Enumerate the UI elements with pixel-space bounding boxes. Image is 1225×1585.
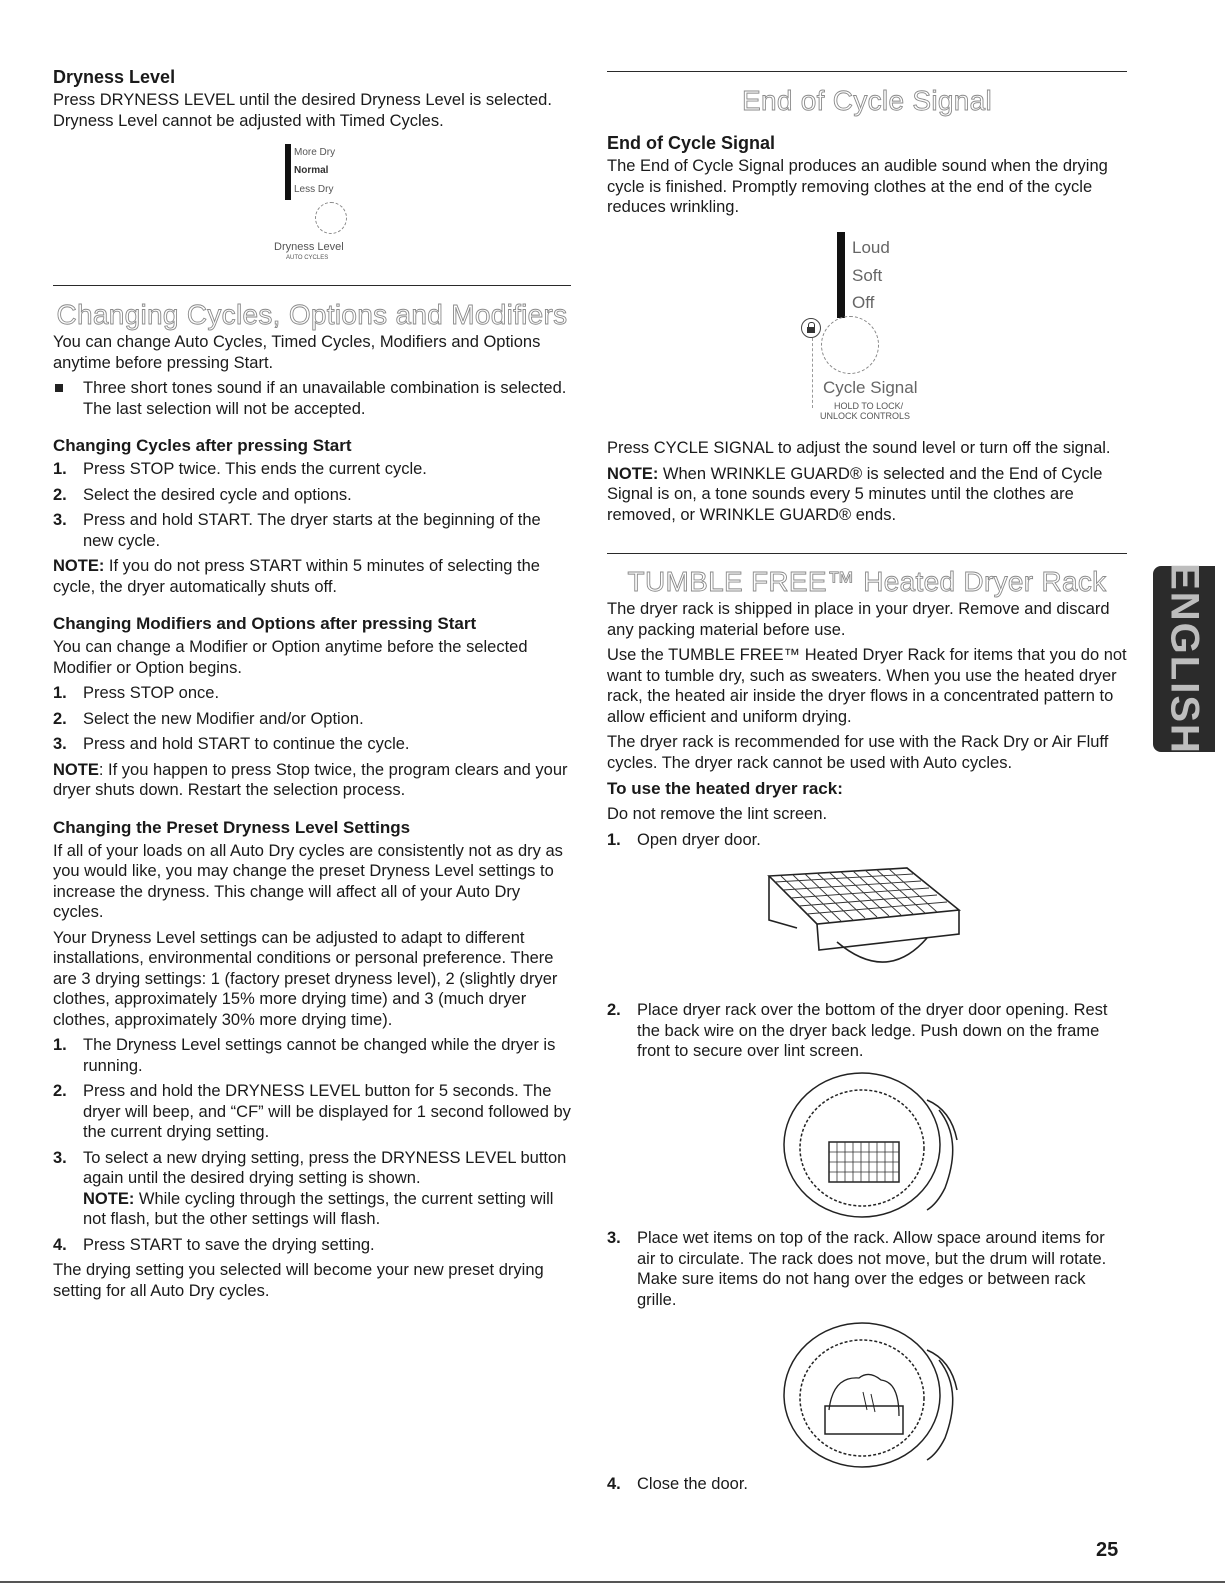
section-divider xyxy=(607,71,1127,72)
drum-rack-illustration xyxy=(767,1070,967,1220)
dryness-level-text: Press DRYNESS LEVEL until the desired Dryness Level is selected. Dryness Level cannot be adjusted with Timed Cycles. xyxy=(53,91,552,130)
modifiers-steps xyxy=(53,683,571,755)
section-divider xyxy=(607,553,1127,554)
rack-p1: The dryer rack is shipped in place in your dryer. Remove and discard any packing material before use. xyxy=(607,600,1110,639)
level-indicator-bar xyxy=(285,144,291,200)
signal-off: Off xyxy=(852,293,875,312)
signal-p2: Press CYCLE SIGNAL to adjust the sound level or turn off the signal. xyxy=(607,439,1111,457)
list-item: 3. Place wet items on top of the rack. Allow space around items for air to circulate. The rack does not move, but the drum will rotate. Make sure items do not hang over the edges or between rack grille. xyxy=(607,1229,1107,1309)
modifiers-heading: Changing Modifiers and Options after pressing Start xyxy=(53,614,477,633)
rack-step-2 xyxy=(607,1000,1127,1067)
signal-soft: Soft xyxy=(852,266,883,285)
list-item: 3. Press and hold START. The dryer starts at the beginning of the new cycle. xyxy=(53,511,541,550)
signal-section-title: End of Cycle Signal xyxy=(741,85,993,116)
after-start-heading: Changing Cycles after pressing Start xyxy=(53,436,352,455)
level-normal: Normal xyxy=(294,165,329,176)
modifiers-intro: You can change a Modifier or Option anytime before the selected Modifier or Option begins. xyxy=(53,638,528,677)
list-item: 2. Select the new Modifier and/or Option. xyxy=(53,709,364,728)
rack-steps xyxy=(607,1000,1127,1062)
signal-note: NOTE: When WRINKLE GUARD® is selected and the End of Cycle Signal is on, a tone sounds every 5 minutes until the clothes are removed, or WRINKLE GUARD® ends. xyxy=(607,464,1103,524)
changing-section-title: Changing Cycles, Options and Modifiers xyxy=(56,299,568,330)
signal-section xyxy=(607,84,1127,218)
rack-subheading: To use the heated dryer rack: xyxy=(607,779,843,798)
list-item: 2. Place dryer rack over the bottom of the dryer door opening. Rest the back wire on the dryer back ledge. Push down on the frame front to secure over lint screen. xyxy=(607,1001,1108,1060)
signal-details xyxy=(607,438,1127,525)
after-start-note: NOTE: If you do not press START within 5 minutes of selecting the cycle, the dryer automatically shuts off. xyxy=(53,557,540,596)
preset-heading: Changing the Preset Dryness Level Settings xyxy=(53,817,411,837)
cycle-signal-diagram xyxy=(607,230,1127,426)
signal-heading: End of Cycle Signal xyxy=(607,133,776,153)
list-item: 1. The Dryness Level settings cannot be changed while the dryer is running. xyxy=(53,1036,556,1075)
preset-p2: Your Dryness Level settings can be adjusted to adapt to different installations, environmental conditions or personal preference. There are 3 drying settings: 1 (factory preset dryness level), 2 (slightly dryer clothes, approximately 15% more drying time) and 3 (much dryer clothes, approximately 30% more drying time). xyxy=(53,928,558,1029)
lock-label-2: UNLOCK CONTROLS xyxy=(820,411,911,421)
language-tab-label: ENGLISH xyxy=(1162,563,1207,755)
signal-knob-label: Cycle Signal xyxy=(823,378,918,397)
signal-text: The End of Cycle Signal produces an audible sound when the drying cycle is finished. Promptly removing clothes at the end of the cycle reduces wrinkling. xyxy=(607,157,1108,216)
list-item: Three short tones sound if an unavailable combination is selected. The last selection will not be accepted. xyxy=(53,378,571,419)
section-divider xyxy=(53,285,571,286)
drum-sweater-illustration xyxy=(767,1320,967,1470)
dryness-level-diagram xyxy=(53,144,571,270)
changing-intro: You can change Auto Cycles, Timed Cycles, Modifiers and Options anytime before pressing Start. xyxy=(53,333,541,372)
rack-section xyxy=(607,565,1127,855)
lock-leader-line xyxy=(812,338,813,408)
changing-bullet-list xyxy=(53,378,571,419)
rack-p4: Do not remove the lint screen. xyxy=(607,805,828,823)
dryness-level-section xyxy=(53,66,571,131)
language-tab xyxy=(1153,563,1215,755)
list-item: 2. Press and hold the DRYNESS LEVEL button for 5 seconds. The dryer will beep, and “CF” will be displayed for 1 second followed by the current drying setting. xyxy=(53,1082,571,1141)
dryness-level-heading: Dryness Level xyxy=(53,67,176,87)
rack-steps xyxy=(607,1474,1127,1495)
after-start-steps xyxy=(53,459,571,551)
page-number: 25 xyxy=(1096,1539,1119,1561)
dryness-knob-icon xyxy=(315,202,347,234)
lock-icon xyxy=(801,318,821,338)
changing-section xyxy=(53,298,571,1301)
list-item: 4. Close the door. xyxy=(607,1475,748,1493)
list-item: 1. Open dryer door. xyxy=(607,830,761,849)
rack-p3: The dryer rack is recommended for use with the Rack Dry or Air Fluff cycles. The dryer rack cannot be used with Auto cycles. xyxy=(607,733,1109,772)
rack-section-title: TUMBLE FREE™ Heated Dryer Rack xyxy=(627,566,1107,597)
dryer-rack-illustration xyxy=(757,862,967,988)
lock-label-1: HOLD TO LOCK/ xyxy=(834,401,904,411)
level-less-dry: Less Dry xyxy=(294,184,334,195)
signal-loud: Loud xyxy=(852,238,890,257)
preset-steps xyxy=(53,1035,571,1255)
list-item: 1. Press STOP twice. This ends the current cycle. xyxy=(53,460,427,478)
page-bottom-rule xyxy=(0,1581,1225,1583)
rack-p2: Use the TUMBLE FREE™ Heated Dryer Rack for items that you do not want to tumble dry, such as sweaters. When you use the heated dryer rack, the heated air inside the dryer flows in a concentrated pattern to allow efficient and uniform drying. xyxy=(607,646,1127,726)
rack-steps xyxy=(607,1228,1127,1310)
level-indicator-bar xyxy=(837,232,845,318)
rack-step-4 xyxy=(607,1474,1127,1500)
rack-steps xyxy=(607,830,1127,851)
modifiers-note: NOTE: If you happen to press Stop twice, the program clears and your dryer shuts down. Restart the selection process. xyxy=(53,760,568,799)
list-item: 2. Select the desired cycle and options. xyxy=(53,485,352,504)
bullet-icon xyxy=(55,384,63,392)
dryness-knob-sublabel: AUTO CYCLES xyxy=(286,255,329,261)
preset-closing: The drying setting you selected will become your new preset drying setting for all Auto Dry cycles. xyxy=(53,1261,544,1300)
list-item: 1. Press STOP once. xyxy=(53,684,220,702)
list-item: 4. Press START to save the drying setting. xyxy=(53,1235,375,1254)
dryness-knob-label: Dryness Level xyxy=(274,241,344,253)
preset-p1: If all of your loads on all Auto Dry cycles are consistently not as dry as you would like, you may change the preset Dryness Level settings to increase the dryness. This change will affect all of your Auto Dry cycles. xyxy=(53,841,563,921)
list-item: 3. To select a new drying setting, press the DRYNESS LEVEL button again until the desired drying setting is shown. NOTE: While cycling through the settings, the current setting will not flash, but the other settings will flash. xyxy=(53,1148,567,1228)
level-more-dry: More Dry xyxy=(294,147,336,158)
rack-step-3 xyxy=(607,1228,1127,1315)
list-item: 3. Press and hold START to continue the cycle. xyxy=(53,735,410,753)
signal-knob-icon xyxy=(821,316,879,374)
